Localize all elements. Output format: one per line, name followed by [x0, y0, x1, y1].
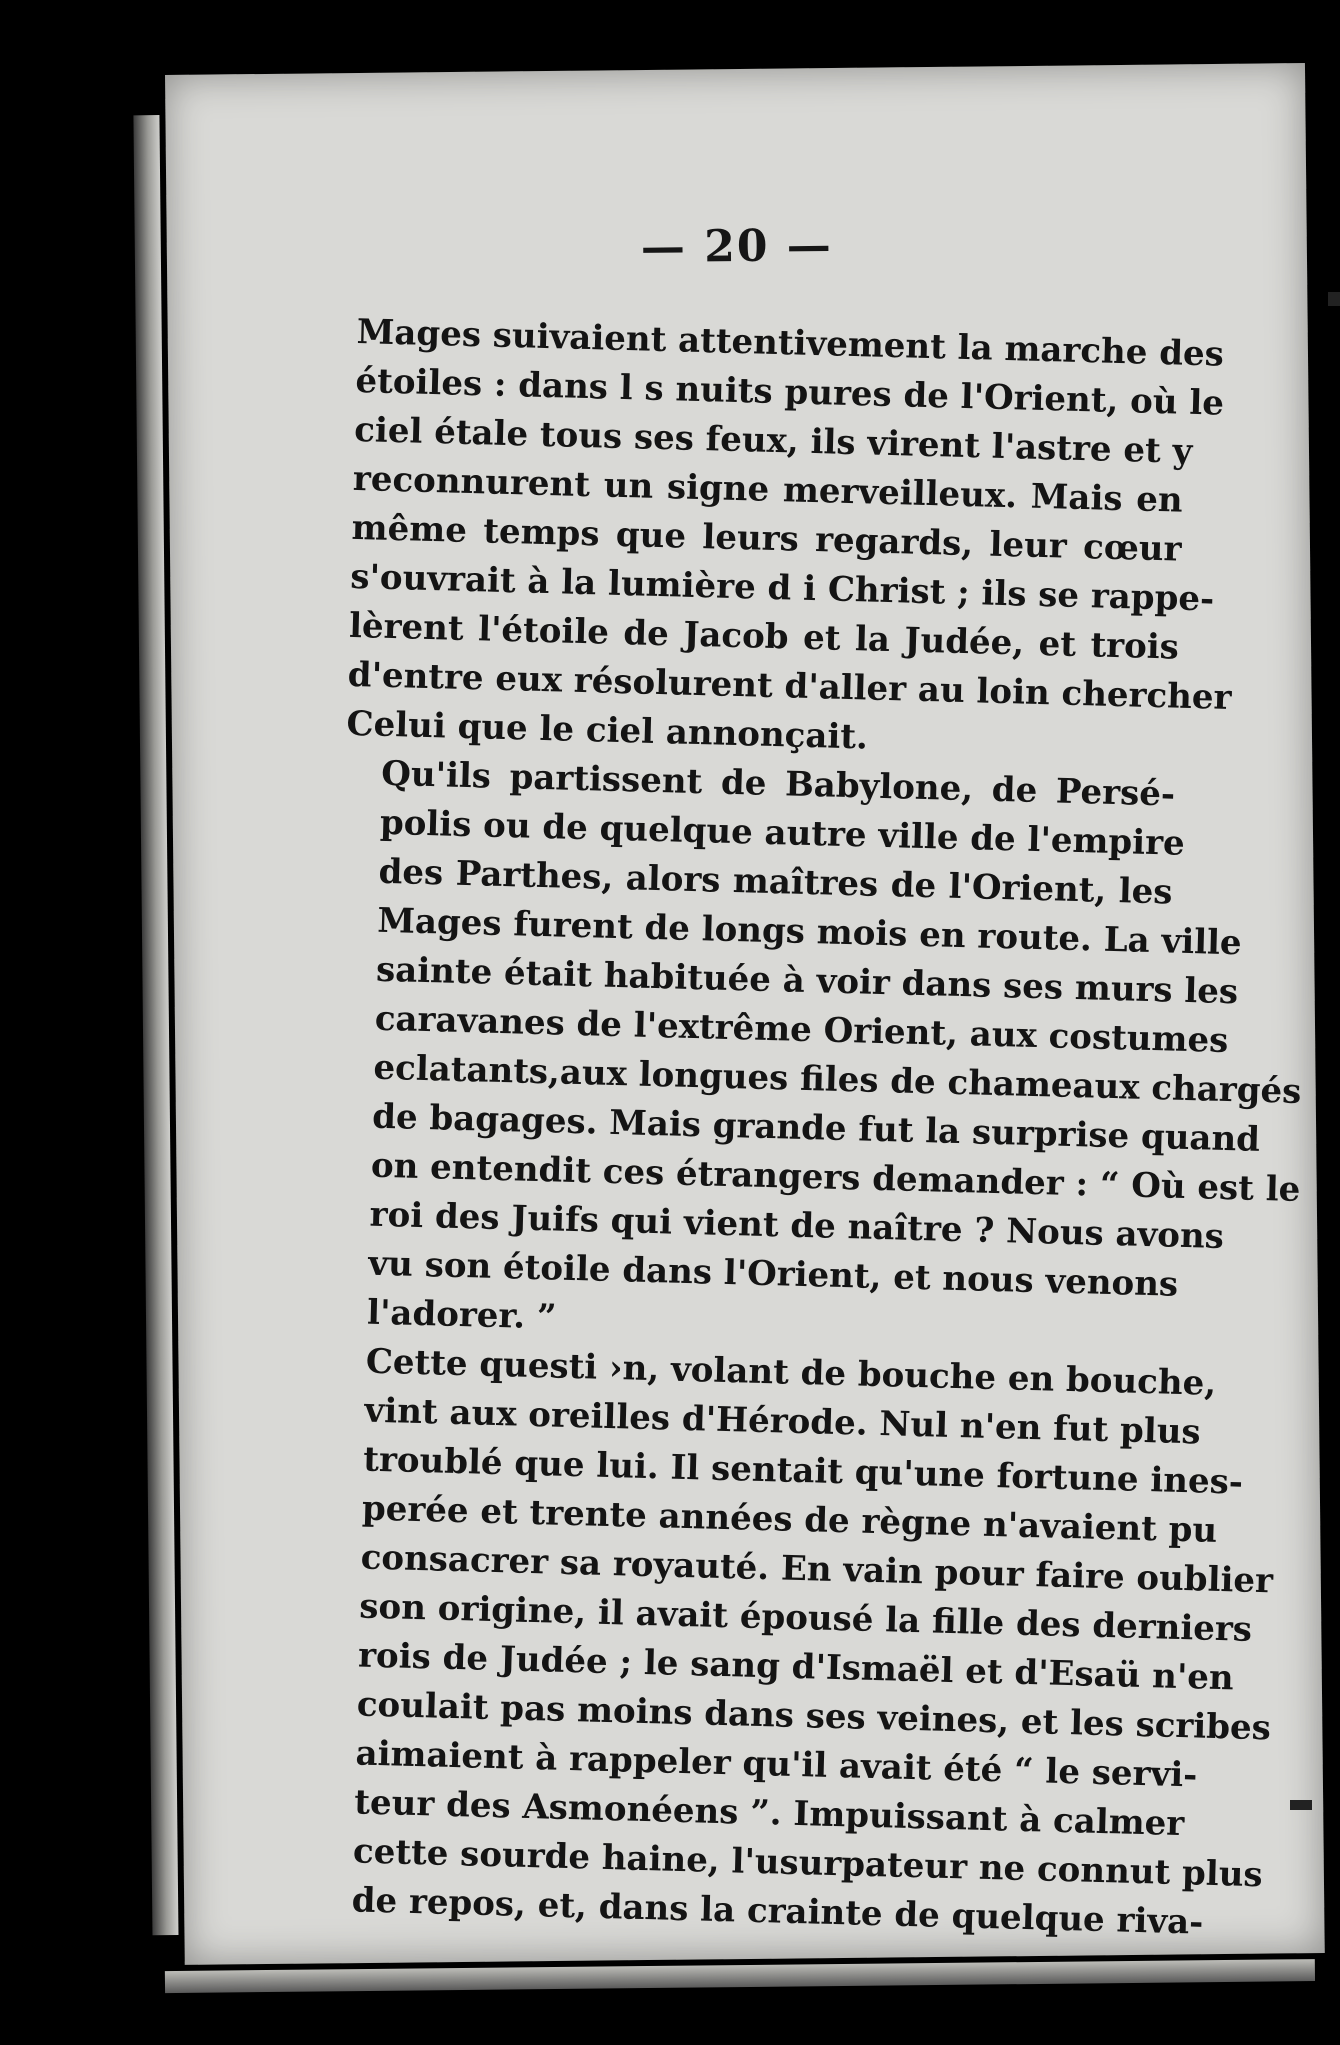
text-line: des Parthes, alors maîtres de l'Orient, les: [378, 851, 1173, 913]
text-line: coulait pas moins dans ses veines, et les scribes: [356, 1684, 1272, 1749]
text-line: Cette questi ›n, volant de bouche en bouche,: [365, 1341, 1217, 1404]
text-line: perée et trente années de règne n'avaient pu: [361, 1488, 1218, 1551]
book-page: [165, 63, 1325, 1965]
text-line: même temps que leurs regards, leur cœur: [351, 507, 1182, 570]
scan-mark: [1290, 1800, 1312, 1810]
text-line: d'entre eux résolurent d'aller au loin chercher: [347, 654, 1232, 719]
text-line: s'ouvrait à la lumière d i Christ ; ils se rappe-: [349, 556, 1215, 620]
text-line: son origine, il avait épousé la fille des derniers: [358, 1586, 1253, 1650]
text-line: roi des Juifs qui vient de naître ? Nous avons: [369, 1194, 1225, 1257]
text-line: cette sourde haine, l'usurpateur ne connut plus: [352, 1831, 1264, 1896]
text-line: Qu'ils partissent de Babylone, de Persé-: [380, 753, 1176, 815]
text-line: l'adorer. ”: [366, 1292, 557, 1338]
text-line: vu son étoile dans l'Orient, et nous venons: [367, 1243, 1179, 1305]
paragraph-1: [346, 308, 1232, 771]
text-line: teur des Asmonéens ”. Impuissant à calmer: [353, 1782, 1185, 1845]
text-line: caravanes de l'extrême Orient, aux costumes: [374, 998, 1229, 1062]
text-line: troublé que lui. Il sentait qu'une fortune ines-: [362, 1439, 1244, 1503]
text-line: on entendit ces étrangers demander : “ Où est le: [370, 1145, 1301, 1210]
text-line: sainte était habituée à voir dans ses murs les: [375, 949, 1239, 1013]
text-line: aimaient à rappeler qu'il avait été “ le servi-: [355, 1733, 1198, 1796]
page-stack-left-edge: [133, 115, 178, 1935]
scan-mark: [1328, 292, 1340, 306]
text-line: étoiles : dans l s nuits pures de l'Orient, où le: [355, 360, 1225, 424]
text-line: Celui que le ciel annonçait.: [346, 703, 869, 758]
text-line: lèrent l'étoile de Jacob et la Judée, et trois: [348, 605, 1180, 668]
text-line: de repos, et, dans la crainte de quelque riva-: [351, 1880, 1204, 1943]
text-line: ciel étale tous ses feux, ils virent l'astre et y: [353, 409, 1193, 472]
text-line: consacrer sa royauté. En vain pour faire oublier: [360, 1537, 1274, 1602]
text-line: reconnurent un signe merveilleux. Mais en: [352, 458, 1184, 521]
paragraph-2: [331, 749, 1302, 1359]
page-number: — 20 —: [640, 220, 834, 274]
text-line: rois de Judée ; le sang d'Ismaël et d'Esaü n'en: [357, 1635, 1235, 1699]
text-line: vint aux oreilles d'Hérode. Nul n'en fut plus: [364, 1390, 1202, 1453]
text-line: Mages furent de longs mois en route. La ville: [376, 900, 1243, 964]
text-line: eclatants,aux longues files de chameaux chargés: [373, 1047, 1302, 1112]
text-line: de bagages. Mais grande fut la surprise quand: [371, 1096, 1261, 1160]
text-line: Mages suivaient attentivement la marche des: [356, 311, 1225, 375]
page-text: [315, 308, 1302, 1946]
paragraph-3: [315, 1337, 1274, 1947]
page-stack-bottom-edge: [165, 1959, 1315, 1993]
text-line: polis ou de quelque autre ville de l'empire: [379, 802, 1186, 864]
